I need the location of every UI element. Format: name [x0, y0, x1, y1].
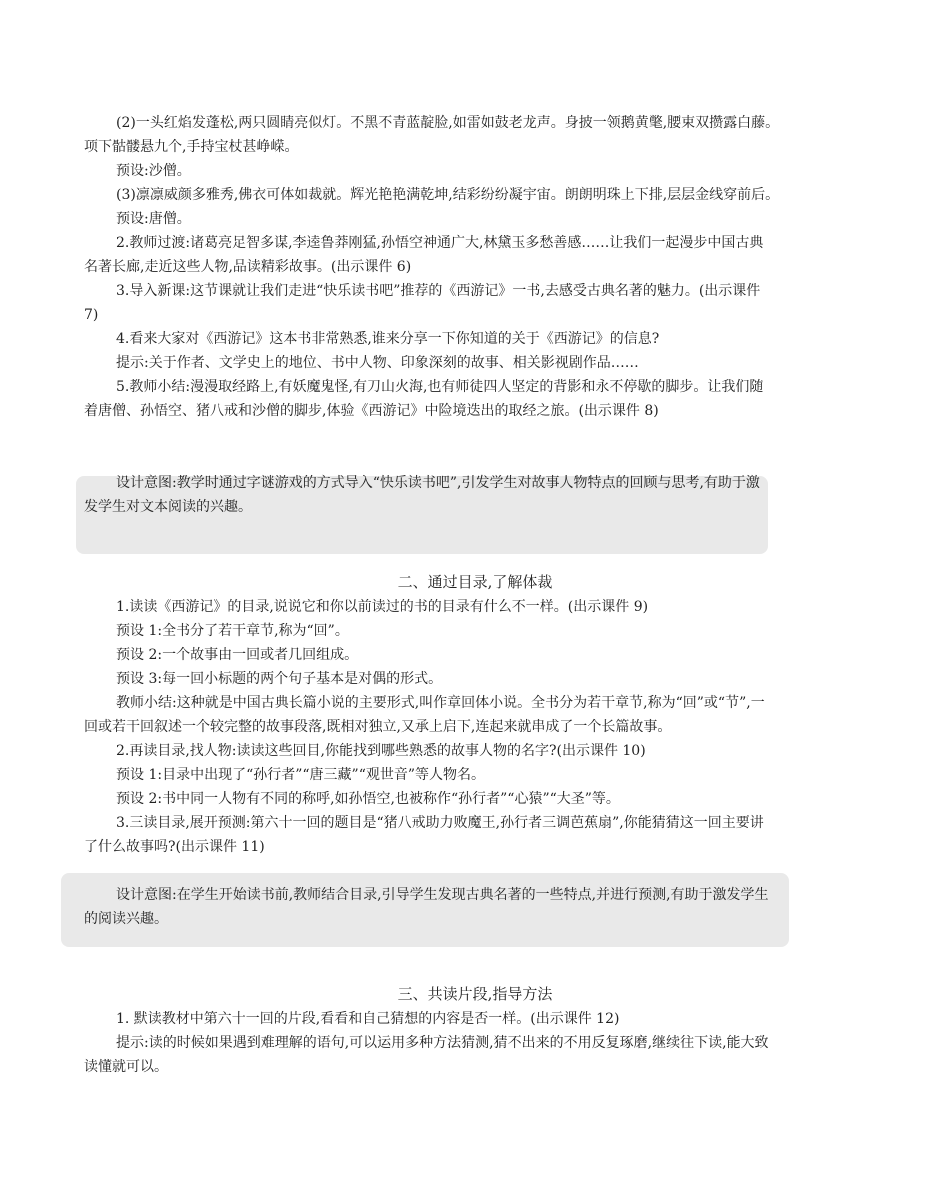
section-2-item-3-line-1: 3.三读目录,展开预测:第六十一回的题目是“猪八戒助力败魔王,孙行者三调芭蕉扇”,你能猜猜这一回主要讲	[116, 815, 764, 831]
section-2-item-2-preset-1: 预设 1:目录中出现了“孙行者”“唐三藏”“观世音”等人物名。	[116, 767, 486, 783]
item-3-line-1: 3.导入新课:这节课就让我们走进“快乐读书吧”推荐的《西游记》一书,去感受古典名著的魅力。(出示课件	[116, 283, 761, 299]
item-5-line-1: 5.教师小结:漫漫取经路上,有妖魔鬼怪,有刀山火海,也有师徒四人坚定的背影和永不停歇的脚步。让我们随	[116, 379, 764, 395]
design-intent-1-line-2: 发学生对文本阅读的兴趣。	[84, 499, 252, 515]
item-2-line-1: 2.教师过渡:诸葛亮足智多谋,李逵鲁莽刚猛,孙悟空神通广大,林黛玉多愁善感……让我们一起漫步中国古典	[116, 235, 764, 251]
section-3-hint-line-2: 读懂就可以。	[84, 1059, 168, 1075]
section-2-summary-line-1: 教师小结:这种就是中国古典长篇小说的主要形式,叫作章回体小说。全书分为若干章节,称为“回”或“节”,一	[116, 695, 765, 711]
item-2-line-2: 名著长廊,走近这些人物,品读精彩故事。(出示课件 6)	[84, 259, 412, 275]
item-5-line-2: 着唐僧、孙悟空、猪八戒和沙僧的脚步,体验《西游记》中险境迭出的取经之旅。(出示课件 8)	[84, 403, 659, 419]
section-2-heading: 二、通过目录,了解体裁	[397, 573, 553, 591]
paragraph-description-2-line-1: (2)一头红焰发蓬松,两只圆睛亮似灯。不黑不青蓝靛脸,如雷如鼓老龙声。身披一领鹅黄氅,腰束双攒露白藤。	[116, 115, 780, 131]
section-2-preset-2: 预设 2:一个故事由一回或者几回组成。	[116, 647, 359, 663]
section-3-heading: 三、共读片段,指导方法	[397, 985, 553, 1003]
section-2-item-3-line-2: 了什么故事吗?(出示课件 11)	[84, 839, 265, 855]
section-2-summary-line-2: 回或若干回叙述一个较完整的故事段落,既相对独立,又承上启下,连起来就串成了一个长篇故事。	[84, 719, 672, 735]
design-intent-2-line-1: 设计意图:在学生开始读书前,教师结合目录,引导学生发现古典名著的一些特点,并进行预测,有助于激发学生	[116, 887, 769, 903]
design-intent-box-2	[61, 873, 789, 947]
section-3-hint-line-1: 提示:读的时候如果遇到难理解的语句,可以运用多种方法猜测,猜不出来的不用反复琢磨,继续往下读,能大致	[116, 1035, 769, 1051]
section-2-item-1: 1.读读《西游记》的目录,说说它和你以前读过的书的目录有什么不一样。(出示课件 9)	[116, 599, 649, 615]
item-4-line-1: 4.看来大家对《西游记》这本书非常熟悉,谁来分享一下你知道的关于《西游记》的信息?	[116, 331, 660, 347]
paragraph-description-2-line-2: 项下骷髅悬九个,手持宝杖甚峥嵘。	[84, 139, 299, 155]
section-2-item-2-preset-2: 预设 2:书中同一人物有不同的称呼,如孙悟空,也被称作“孙行者”“心猿”“大圣”等。	[116, 791, 620, 807]
section-2-item-2: 2.再读目录,找人物:读读这些回目,你能找到哪些熟悉的故事人物的名字?(出示课件 10)	[116, 743, 646, 759]
section-2-preset-3: 预设 3:每一回小标题的两个句子基本是对偶的形式。	[116, 671, 443, 687]
item-3-line-2: 7)	[84, 307, 99, 323]
section-2-preset-1: 预设 1:全书分了若干章节,称为“回”。	[116, 623, 349, 639]
hint-1: 提示:关于作者、文学史上的地位、书中人物、印象深刻的故事、相关影视剧作品……	[116, 355, 639, 371]
preset-answer-2: 预设:沙僧。	[116, 163, 191, 179]
paragraph-description-3-line-1: (3)凛凛威颜多雅秀,佛衣可体如裁就。辉光艳艳满乾坤,结彩纷纷凝宇宙。朗朗明珠上下排,层层金线穿前后。	[116, 187, 780, 203]
preset-answer-3: 预设:唐僧。	[116, 211, 191, 227]
section-3-item-1: 1. 默读教材中第六十一回的片段,看看和自己猜想的内容是否一样。(出示课件 12)	[116, 1011, 620, 1027]
design-intent-2-line-2: 的阅读兴趣。	[84, 911, 168, 927]
design-intent-1-line-1: 设计意图:教学时通过字谜游戏的方式导入“快乐读书吧”,引发学生对故事人物特点的回顾与思考,有助于激	[116, 475, 760, 491]
